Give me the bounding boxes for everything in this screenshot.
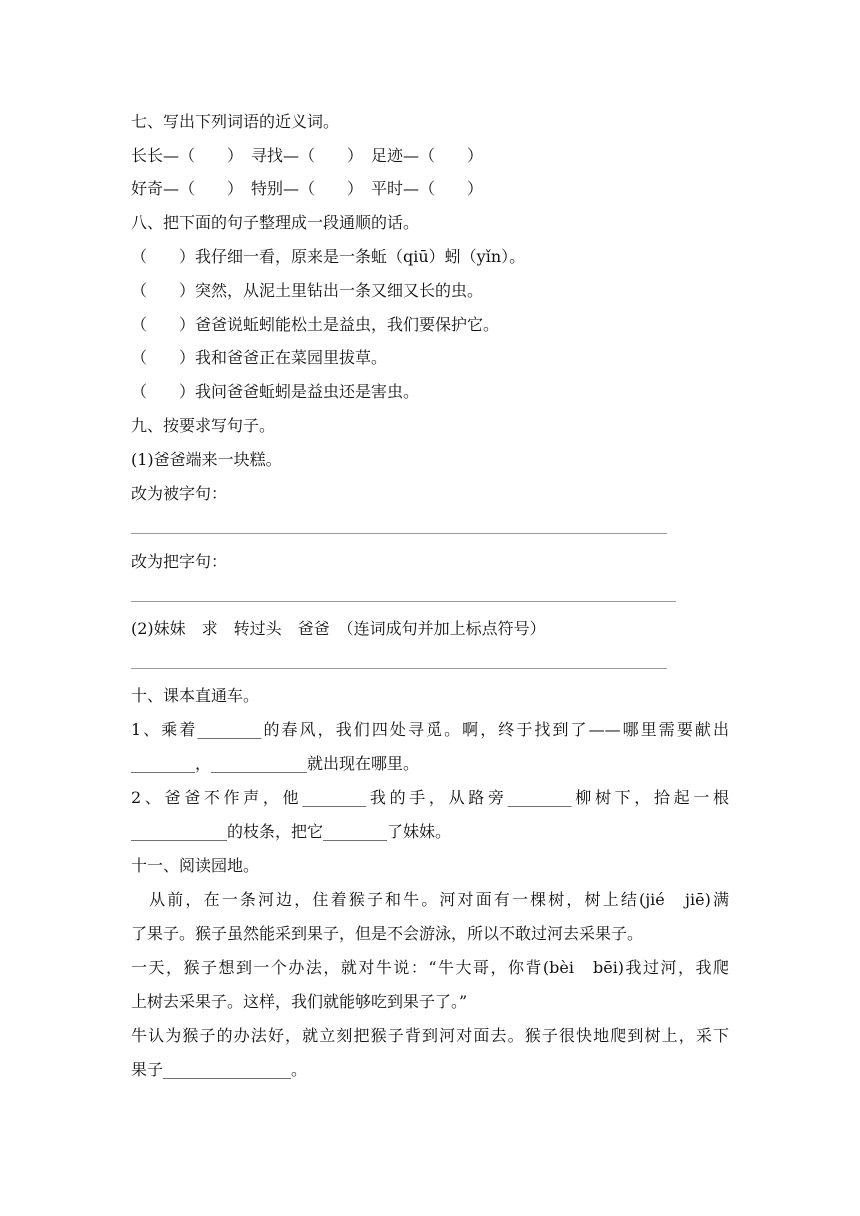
answer-line xyxy=(131,668,667,669)
answer-line xyxy=(131,533,667,534)
reading-line: 上树去采果子。这样，我们就能够吃到果子了。” xyxy=(131,992,468,1011)
order-item: （ ）突然，从泥土里钻出一条又细又长的虫。 xyxy=(131,281,484,300)
order-item: （ ）我问爸爸蚯蚓是益虫还是害虫。 xyxy=(131,382,420,401)
section-11-heading: 十一、阅读园地。 xyxy=(131,856,260,875)
section-7-heading: 七、写出下列词语的近义词。 xyxy=(131,112,340,131)
answer-line xyxy=(131,601,676,602)
section-9-heading: 九、按要求写句子。 xyxy=(131,416,276,435)
question-1: (1)爸爸端来一块糕。 xyxy=(131,450,282,469)
fill-line: ________，____________就出现在哪里。 xyxy=(131,754,420,773)
question-2: (2)妹妹 求 转过头 爸爸 （连词成句并加上标点符号） xyxy=(131,619,546,638)
order-item: （ ）我和爸爸正在菜园里拔草。 xyxy=(131,348,388,367)
passive-sentence-label: 改为被字句： xyxy=(131,484,228,503)
reading-line: 牛认为猴子的办法好，就立刻把猴子背到河对面去。猴子很快地爬到树上，采下 xyxy=(131,1026,729,1045)
fill-line: 2、爸爸不作声，他________我的手，从路旁________柳树下，拾起一根 xyxy=(131,788,729,807)
order-item: （ ）爸爸说蚯蚓能松土是益虫，我们要保护它。 xyxy=(131,315,500,334)
fill-line: 1、乘着________的春风，我们四处寻觅。啊，终于找到了——哪里需要献出 xyxy=(131,720,729,739)
synonym-row-1: 长长—（ ） 寻找—（ ） 足迹—（ ） xyxy=(131,146,484,165)
synonym-row-2: 好奇—（ ） 特别—（ ） 平时—（ ） xyxy=(131,179,484,198)
reading-line: 了果子。猴子虽然能采到果子，但是不会游泳，所以不敢过河去采果子。 xyxy=(131,924,644,943)
section-8-heading: 八、把下面的句子整理成一段通顺的话。 xyxy=(131,213,420,232)
reading-line: 一天，猴子想到一个办法，就对牛说：“牛大哥，你背(bèi bēi)我过河，我爬 xyxy=(131,958,729,977)
section-10-heading: 十、课本直通车。 xyxy=(131,686,260,705)
reading-line: 从前，在一条河边，住着猴子和牛。河对面有一棵树，树上结(jié jiē)满 xyxy=(131,890,729,909)
ba-sentence-label: 改为把字句： xyxy=(131,552,228,571)
order-item: （ ）我仔细一看，原来是一条蚯（qiū）蚓（yǐn）。 xyxy=(131,247,526,266)
fill-line: ____________的枝条，把它________了妹妹。 xyxy=(131,822,452,841)
reading-line: 果子________________。 xyxy=(131,1060,308,1079)
